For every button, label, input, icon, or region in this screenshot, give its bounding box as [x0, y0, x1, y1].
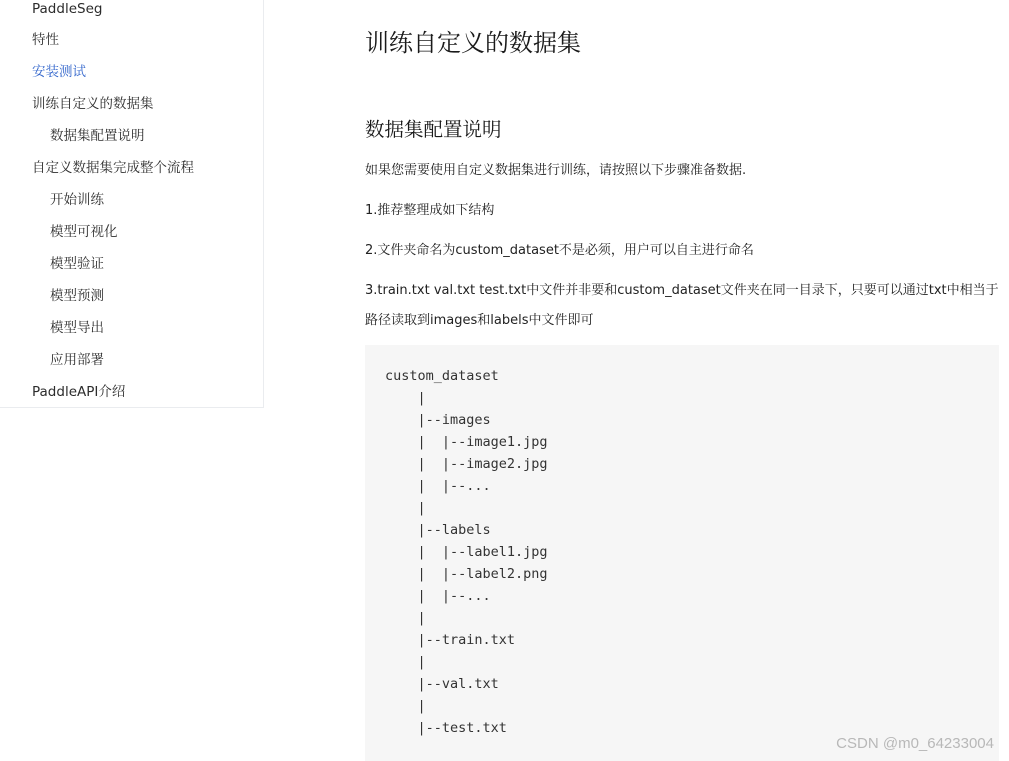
- page-title: 训练自定义的数据集: [365, 29, 581, 57]
- sidebar-item-paddleseg[interactable]: PaddleSeg: [32, 1, 103, 17]
- sidebar-item-model-visualization[interactable]: 模型可视化: [50, 224, 118, 240]
- sidebar-item-start-training[interactable]: 开始训练: [50, 192, 104, 208]
- directory-tree-code: custom_dataset | |--images | |--image1.jpg | |--image2.jpg | |--... | |--labels | |--label1.jpg | |--label2.png | |--... | |--train.txt | |--val.txt | |--test.txt: [385, 368, 548, 736]
- sidebar-nav: [0, 0, 264, 408]
- step-1-paragraph: 1.推荐整理成如下结构: [365, 203, 495, 218]
- intro-paragraph: 如果您需要使用自定义数据集进行训练，请按照以下步骤准备数据.: [365, 163, 747, 178]
- sidebar-item-model-prediction[interactable]: 模型预测: [50, 288, 104, 304]
- section-title: 数据集配置说明: [365, 118, 502, 141]
- sidebar-item-model-validation[interactable]: 模型验证: [50, 256, 104, 272]
- sidebar-item-model-export[interactable]: 模型导出: [50, 320, 104, 336]
- step-3-paragraph: 3.train.txt val.txt test.txt中文件并非要和custom_dataset文件夹在同一目录下，只要可以通过txt中相当于路径读取到images和labels中文件即可: [365, 283, 999, 328]
- watermark: CSDN @m0_64233004: [836, 735, 994, 752]
- sidebar-item-dataset-config[interactable]: 数据集配置说明: [50, 128, 145, 144]
- step-2-paragraph: 2.文件夹命名为custom_dataset不是必须，用户可以自主进行命名: [365, 243, 754, 258]
- code-block: [365, 345, 999, 761]
- sidebar-item-features[interactable]: 特性: [32, 32, 59, 48]
- sidebar-item-paddle-api[interactable]: PaddleAPI介绍: [32, 384, 126, 400]
- sidebar-item-train-custom-dataset[interactable]: 训练自定义的数据集: [32, 96, 154, 112]
- sidebar-item-full-workflow[interactable]: 自定义数据集完成整个流程: [32, 160, 194, 176]
- sidebar-item-install-test[interactable]: 安装测试: [32, 64, 86, 80]
- sidebar-item-deployment[interactable]: 应用部署: [50, 352, 104, 368]
